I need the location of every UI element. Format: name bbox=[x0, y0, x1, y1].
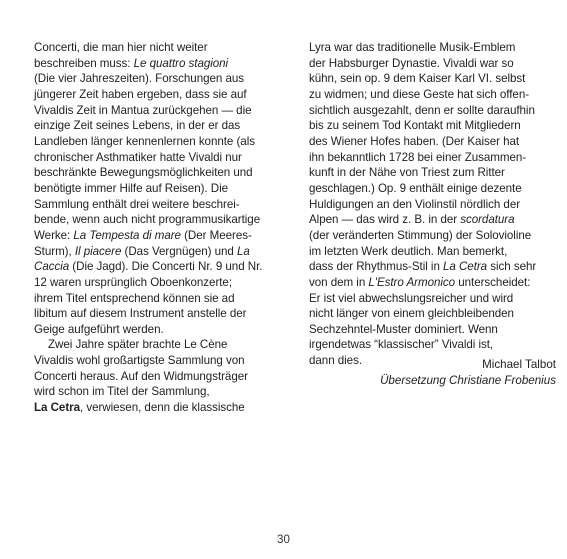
text-segment: sich sehr bbox=[487, 260, 537, 274]
text-segment: (Die vier Jahreszeiten). Forschungen aus bbox=[34, 72, 245, 86]
text-segment: Concerti, die man hier nicht weiter bbox=[34, 41, 208, 54]
text-line bbox=[34, 322, 274, 338]
text-line bbox=[309, 71, 555, 87]
text-line bbox=[309, 103, 555, 119]
text-line bbox=[34, 353, 274, 369]
text-segment: kühn, sein op. 9 dem Kaiser Karl VI. selbst bbox=[309, 72, 526, 86]
text-segment: jüngerer Zeit haben ergeben, dass sie auf bbox=[34, 87, 247, 101]
text-segment: zu widmen; und diese Geste hat sich offen- bbox=[309, 87, 530, 101]
text-line bbox=[34, 228, 274, 244]
text-line bbox=[309, 212, 555, 228]
text-segment: kunft in der Nähe von Triest zum Ritter bbox=[309, 166, 505, 180]
italic-text: La Tempesta di mare bbox=[73, 228, 181, 242]
text-line bbox=[309, 56, 555, 72]
text-segment: Concerti heraus. Auf den Widmungsträger bbox=[34, 369, 248, 383]
text-segment: Er ist viel abwechslungsreicher und wird bbox=[309, 291, 514, 305]
text-segment: geschlagen.) Op. 9 enthält einige dezente bbox=[309, 181, 522, 195]
text-segment: Vivaldis Zeit in Mantua zurückgehen — die bbox=[34, 103, 252, 117]
text-segment: libitum auf diesem Instrument anstelle der bbox=[34, 307, 247, 321]
text-segment: Alpen — das wird z. B. in der bbox=[309, 213, 461, 227]
text-line bbox=[34, 56, 274, 72]
text-line bbox=[34, 134, 274, 150]
text-line bbox=[34, 259, 274, 275]
text-segment: Werke: bbox=[34, 228, 74, 242]
text-line bbox=[34, 384, 274, 400]
text-segment: benötigte immer Hilfe auf Reisen). Die bbox=[34, 181, 228, 195]
text-line bbox=[309, 87, 555, 103]
text-line bbox=[309, 181, 555, 197]
author-credit bbox=[380, 357, 556, 388]
text-line bbox=[309, 134, 555, 150]
text-segment: der Habsburger Dynastie. Vivaldi war so bbox=[309, 56, 514, 70]
text-line bbox=[309, 165, 555, 181]
text-line bbox=[34, 118, 274, 134]
text-line bbox=[309, 118, 555, 134]
text-segment: einzige Zeit seines Lebens, in der er das bbox=[34, 119, 241, 133]
text-line bbox=[309, 197, 555, 213]
text-line bbox=[34, 181, 274, 197]
text-segment: beschreiben muss: bbox=[34, 56, 134, 70]
text-segment: ihrem Titel entsprechend können sie ad bbox=[34, 291, 235, 305]
left-text-column bbox=[34, 40, 274, 416]
text-segment: (Der Meeres- bbox=[180, 228, 252, 242]
text-segment: (Das Vergnügen) und bbox=[121, 244, 237, 258]
translator-credit-text: Übersetzung Christiane Frobenius bbox=[380, 373, 556, 387]
text-segment: Huldigungen an den Violinstil nördlich der bbox=[309, 197, 521, 211]
text-line bbox=[309, 244, 555, 260]
page-number: 30 bbox=[277, 533, 290, 546]
text-line bbox=[34, 165, 274, 181]
text-line bbox=[34, 275, 274, 291]
text-segment: irgendetwas “klassischer” Vivaldi ist, bbox=[309, 338, 494, 352]
text-segment: bende, wenn auch nicht programmusikartige bbox=[34, 213, 261, 227]
text-segment: , verwiesen, denn die klassische bbox=[80, 401, 245, 415]
text-segment: (der veränderten Stimmung) der Solovioline bbox=[309, 228, 532, 242]
text-segment: ihn bekanntlich 1728 bei einer Zusammen- bbox=[309, 150, 527, 164]
text-segment: Sammlung enthält drei weitere beschrei- bbox=[34, 197, 240, 211]
text-segment: im letzten Werk deutlich. Man bemerkt, bbox=[309, 244, 508, 258]
text-line bbox=[34, 369, 274, 385]
bold-text: La Cetra bbox=[34, 401, 80, 415]
text-segment: wird schon im Titel der Sammlung, bbox=[34, 385, 210, 399]
text-line bbox=[34, 244, 274, 260]
text-segment: Lyra war das traditionelle Musik-Emblem bbox=[309, 41, 516, 54]
text-segment: Zwei Jahre später brachte Le Cène bbox=[48, 338, 228, 352]
text-line bbox=[309, 228, 555, 244]
text-segment: 12 waren ursprünglich Oboenkonzerte; bbox=[34, 275, 232, 289]
text-line bbox=[34, 71, 274, 87]
text-line bbox=[34, 212, 274, 228]
text-segment: dass der Rhythmus-Stil in bbox=[309, 260, 444, 274]
text-line bbox=[34, 306, 274, 322]
text-segment: beschränkte Bewegungsmöglichkeiten und bbox=[34, 166, 253, 180]
italic-text: Il piacere bbox=[74, 244, 122, 258]
italic-text: Le quattro stagioni bbox=[133, 56, 229, 70]
text-segment: Sturm), bbox=[34, 244, 75, 258]
text-segment: dann dies. bbox=[309, 354, 363, 368]
text-segment: von dem in bbox=[309, 275, 369, 289]
text-segment: Vivaldis wohl großartigste Sammlung von bbox=[34, 354, 245, 368]
text-line bbox=[34, 197, 274, 213]
text-segment: sichtlich ausgezahlt, denn er sollte daraufhin bbox=[309, 103, 535, 117]
text-line bbox=[309, 150, 555, 166]
text-segment: Sechzehntel-Muster dominiert. Wenn bbox=[309, 322, 498, 336]
text-line bbox=[309, 40, 555, 56]
italic-text: La bbox=[236, 244, 250, 258]
text-line bbox=[34, 103, 274, 119]
text-line bbox=[309, 291, 555, 307]
right-text-column bbox=[309, 40, 555, 369]
text-segment: Landleben länger kennenlernen konnte (als bbox=[34, 134, 255, 148]
text-line bbox=[309, 322, 555, 338]
italic-text: L'Estro Armonico bbox=[368, 275, 456, 289]
text-line bbox=[34, 87, 274, 103]
text-line bbox=[309, 275, 555, 291]
text-line bbox=[34, 150, 274, 166]
italic-text: Caccia bbox=[34, 260, 70, 274]
text-segment: nicht länger von einem gleichbleibenden bbox=[309, 307, 514, 321]
text-line bbox=[34, 337, 274, 353]
text-line bbox=[309, 337, 555, 353]
text-segment: unterscheidet: bbox=[455, 275, 531, 289]
translator-credit bbox=[380, 373, 556, 389]
text-line bbox=[309, 259, 555, 275]
text-segment: des Wiener Hofes haben. (Der Kaiser hat bbox=[309, 134, 520, 148]
text-line bbox=[34, 291, 274, 307]
text-line bbox=[34, 400, 274, 416]
text-segment: (Die Jagd). Die Concerti Nr. 9 und Nr. bbox=[69, 260, 263, 274]
text-segment: chronischer Asthmatiker hatte Vivaldi nur bbox=[34, 150, 242, 164]
text-segment: bis zu seinem Tod Kontakt mit Mitgliedern bbox=[309, 119, 521, 133]
text-line bbox=[34, 40, 274, 56]
italic-text: scordatura bbox=[460, 213, 515, 227]
author-name: Michael Talbot bbox=[482, 358, 556, 371]
text-line bbox=[309, 306, 555, 322]
text-segment: Geige aufgeführt werden. bbox=[34, 322, 164, 336]
italic-text: La Cetra bbox=[443, 260, 488, 274]
